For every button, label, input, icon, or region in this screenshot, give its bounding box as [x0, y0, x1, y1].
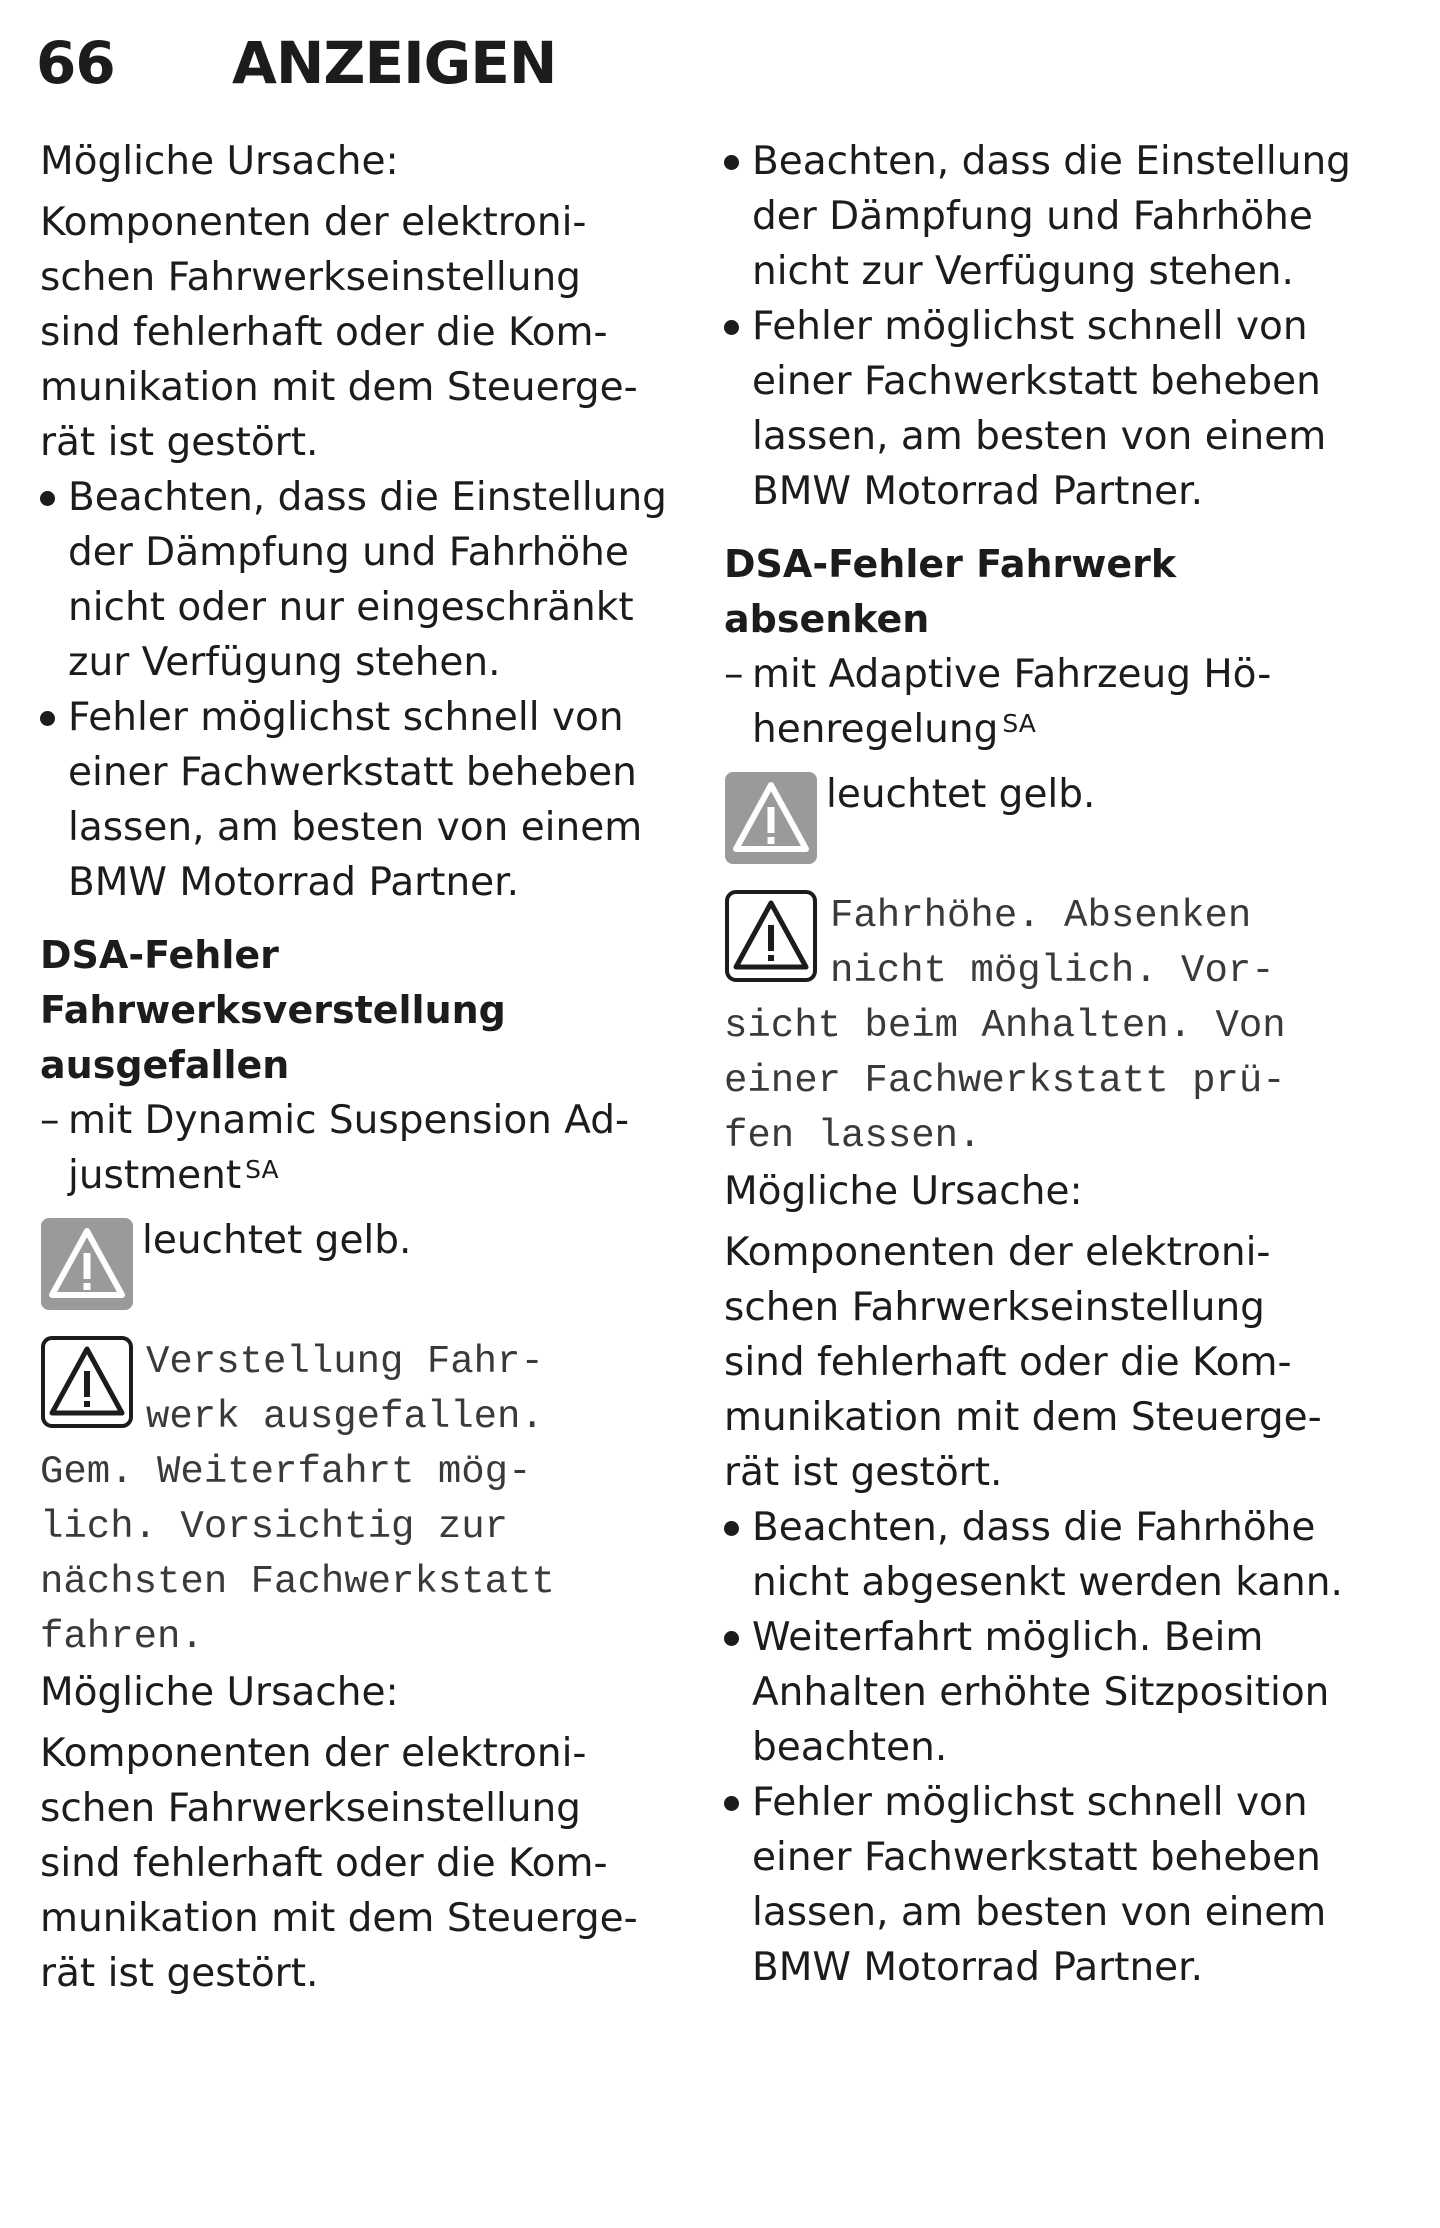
cause-label: Mögliche Ursache:	[40, 139, 399, 184]
bullet-line: der Dämpfung und Fahrhöhe	[752, 194, 1313, 239]
bullet-line: BMW Motorrad Partner.	[68, 860, 520, 905]
bullet-item	[724, 1610, 1384, 1775]
display-message	[40, 1335, 690, 1665]
bullet-line: einer Fachwerkstatt beheben	[752, 359, 1321, 404]
bullet-dot-icon	[724, 320, 739, 335]
condition-item	[40, 1093, 690, 1203]
bullet-dot-icon	[724, 1796, 739, 1811]
section-heading: DSA-Fehler	[40, 933, 279, 977]
bullet-line: der Dämpfung und Fahrhöhe	[68, 530, 629, 575]
left-column	[40, 134, 690, 2001]
cause-line: rät ist gestört.	[40, 1951, 319, 1996]
bullet-line: einer Fachwerkstatt beheben	[68, 750, 637, 795]
message-line: fen lassen.	[724, 1114, 982, 1158]
warning-triangle-icon	[724, 889, 818, 983]
bullet-line: lassen, am besten von einem	[68, 805, 643, 850]
cause-text	[724, 1225, 1384, 1500]
cause-label: Mögliche Ursache:	[724, 1169, 1083, 1214]
sa-superscript: SA	[245, 1155, 279, 1184]
bullet-line: nicht oder nur eingeschränkt	[68, 585, 634, 630]
bullet-dot-icon	[40, 491, 55, 506]
bullet-line: beachten.	[752, 1725, 948, 1770]
cause-line: rät ist gestört.	[40, 420, 319, 465]
cause-line: Komponenten der elektroni-	[724, 1230, 1271, 1275]
condition-line	[68, 1148, 690, 1203]
cause-line: schen Fahrwerkseinstellung	[724, 1285, 1265, 1330]
message-line: nicht möglich. Vor-	[830, 949, 1275, 993]
bullet-line: Fehler möglichst schnell von	[752, 1780, 1308, 1825]
dash-mark: –	[724, 652, 744, 697]
condition-line: mit Dynamic Suspension Ad-	[68, 1098, 630, 1143]
cause-label: Mögliche Ursache:	[40, 1670, 399, 1715]
sa-superscript: SA	[1002, 709, 1036, 738]
lamp-status-text: leuchtet gelb.	[826, 772, 1096, 817]
warning-lamp-row	[40, 1217, 690, 1311]
cause-line: sind fehlerhaft oder die Kom-	[724, 1340, 1292, 1385]
right-column	[724, 134, 1384, 1995]
bullet-line: Weiterfahrt möglich. Beim	[752, 1615, 1264, 1660]
cause-line: munikation mit dem Steuerge-	[40, 1896, 638, 1941]
bullet-line: lassen, am besten von einem	[752, 414, 1327, 459]
bullet-dot-icon	[40, 711, 55, 726]
message-line: werk ausgefallen.	[146, 1395, 544, 1439]
condition-line	[752, 702, 1384, 757]
bullet-item	[724, 1500, 1384, 1610]
warning-lamp-icon	[40, 1217, 134, 1311]
cause-line: schen Fahrwerkseinstellung	[40, 255, 581, 300]
message-line: sicht beim Anhalten. Von	[724, 1004, 1286, 1048]
bullet-item	[40, 470, 690, 690]
page-header	[36, 18, 556, 108]
condition-line-text: henregelung	[752, 707, 999, 752]
bullet-line: nicht zur Verfügung stehen.	[752, 249, 1294, 294]
bullet-item	[40, 690, 690, 910]
warning-lamp-row	[724, 771, 1384, 865]
section-heading: ausgefallen	[40, 1043, 290, 1087]
bullet-line: nicht abgesenkt werden kann.	[752, 1560, 1343, 1605]
dash-mark: –	[40, 1098, 60, 1143]
bullet-line: BMW Motorrad Partner.	[752, 1945, 1204, 1990]
condition-line: mit Adaptive Fahrzeug Hö-	[752, 652, 1272, 697]
cause-line: rät ist gestört.	[724, 1450, 1003, 1495]
section-heading: absenken	[724, 597, 930, 641]
cause-text	[40, 1726, 690, 2001]
section-heading: DSA-Fehler Fahrwerk	[724, 542, 1177, 586]
bullet-line: einer Fachwerkstatt beheben	[752, 1835, 1321, 1880]
cause-line: sind fehlerhaft oder die Kom-	[40, 1841, 608, 1886]
bullet-line: zur Verfügung stehen.	[68, 640, 501, 685]
condition-item	[724, 647, 1384, 757]
bullet-item	[724, 299, 1384, 519]
display-message	[724, 889, 1384, 1164]
cause-line: munikation mit dem Steuerge-	[724, 1395, 1322, 1440]
message-line: Gem. Weiterfahrt mög-	[40, 1450, 532, 1494]
message-line: nächsten Fachwerkstatt	[40, 1560, 555, 1604]
warning-lamp-icon	[724, 771, 818, 865]
cause-text	[40, 195, 690, 470]
cause-line: Komponenten der elektroni-	[40, 1731, 587, 1776]
message-line: Verstellung Fahr-	[146, 1340, 544, 1384]
page-title: ANZEIGEN	[232, 29, 557, 97]
page-number: 66	[36, 29, 115, 97]
bullet-dot-icon	[724, 1521, 739, 1536]
bullet-line: Beachten, dass die Einstellung	[752, 139, 1351, 184]
message-line: einer Fachwerkstatt prü-	[724, 1059, 1286, 1103]
bullet-line: BMW Motorrad Partner.	[752, 469, 1204, 514]
bullet-line: Anhalten erhöhte Sitzposition	[752, 1670, 1330, 1715]
bullet-line: Beachten, dass die Fahrhöhe	[752, 1505, 1316, 1550]
bullet-line: Fehler möglichst schnell von	[68, 695, 624, 740]
bullet-item	[724, 1775, 1384, 1995]
cause-line: sind fehlerhaft oder die Kom-	[40, 310, 608, 355]
cause-line: munikation mit dem Steuerge-	[40, 365, 638, 410]
bullet-line: lassen, am besten von einem	[752, 1890, 1327, 1935]
bullet-dot-icon	[724, 155, 739, 170]
bullet-dot-icon	[724, 1631, 739, 1646]
message-line: fahren.	[40, 1615, 204, 1659]
cause-line: schen Fahrwerkseinstellung	[40, 1786, 581, 1831]
cause-line: Komponenten der elektroni-	[40, 200, 587, 245]
lamp-status-text: leuchtet gelb.	[142, 1218, 412, 1263]
section-heading: Fahrwerksverstellung	[40, 988, 506, 1032]
bullet-line: Beachten, dass die Einstellung	[68, 475, 667, 520]
condition-line-text: justment	[68, 1153, 242, 1198]
bullet-line: Fehler möglichst schnell von	[752, 304, 1308, 349]
message-line: lich. Vorsichtig zur	[40, 1505, 509, 1549]
bullet-item	[724, 134, 1384, 299]
warning-triangle-icon	[40, 1335, 134, 1429]
message-line: Fahrhöhe. Absenken	[830, 894, 1252, 938]
